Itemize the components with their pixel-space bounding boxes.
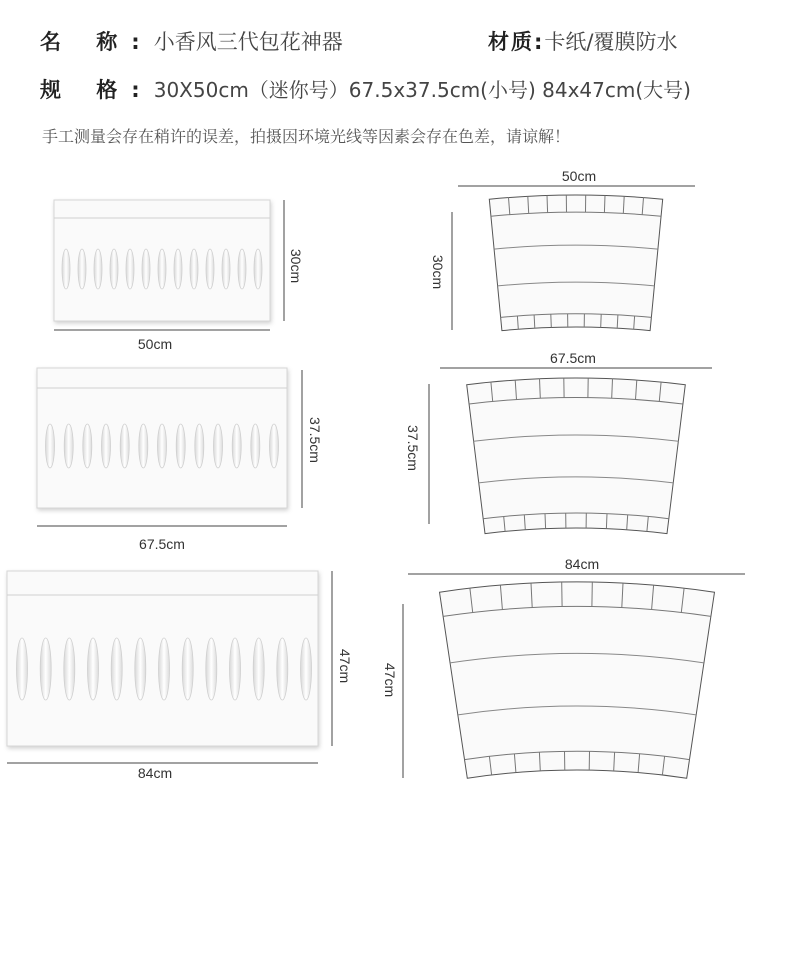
- mini-height-label: 30cm: [288, 248, 304, 284]
- flower-slot: [102, 424, 111, 468]
- fan-bottom-tab-divider: [606, 514, 607, 529]
- flower-slot: [270, 424, 279, 468]
- flower-slot: [190, 249, 198, 289]
- mini-width-label: 50cm: [137, 336, 173, 352]
- flower-slot: [158, 424, 167, 468]
- small-fan-width-label: 67.5cm: [550, 350, 596, 366]
- fan-bottom-tab-divider: [534, 315, 535, 328]
- flower-slot: [238, 249, 246, 289]
- spec-name-label: 名 称:: [40, 30, 154, 54]
- flower-slot: [139, 424, 148, 468]
- flower-slot: [120, 424, 129, 468]
- small-fan-height-label: 37.5cm: [405, 425, 421, 471]
- fan-bottom-tab-divider: [617, 315, 618, 328]
- mini-fan-shape: [430, 168, 695, 331]
- flower-slot: [182, 638, 193, 700]
- flower-slot: [174, 249, 182, 289]
- fan-bottom-tab-divider: [601, 314, 602, 327]
- flower-slot: [214, 424, 223, 468]
- flower-slot: [62, 249, 70, 289]
- flower-slot: [158, 249, 166, 289]
- small-height-label: 37.5cm: [307, 417, 323, 463]
- spec-size-label: 规 格:: [40, 78, 154, 102]
- spec-material-label: 材质:: [488, 30, 545, 54]
- large-fan-shape: [382, 556, 745, 778]
- flower-slot: [176, 424, 185, 468]
- flower-slot: [94, 249, 102, 289]
- flower-slot: [222, 249, 230, 289]
- flower-slot: [142, 249, 150, 289]
- measurement-notice: 手工测量会存在稍许的误差，拍摄因环境光线等因素会存在色差，请谅解！: [42, 127, 571, 146]
- fan-top-tab-divider: [604, 196, 605, 213]
- mini-flat-sheet: [54, 200, 304, 352]
- flower-slot: [78, 249, 86, 289]
- flower-slot: [40, 638, 51, 700]
- flower-slot: [17, 638, 28, 700]
- flower-slot: [195, 424, 204, 468]
- large-height-label: 47cm: [337, 648, 353, 684]
- flower-slot: [251, 424, 260, 468]
- large-fan-height-label: 47cm: [382, 662, 398, 698]
- flower-slot: [64, 638, 75, 700]
- flower-slot: [277, 638, 288, 700]
- small-width-label: 67.5cm: [139, 536, 185, 552]
- large-flat-sheet: [7, 571, 353, 781]
- flower-slot: [159, 638, 170, 700]
- mini-fan-height-label: 30cm: [430, 254, 446, 290]
- spec-size-value: 30X50cm（迷你号）67.5x37.5cm(小号) 84x47cm(大号): [153, 78, 691, 102]
- flower-slot: [206, 249, 214, 289]
- flower-slot: [126, 249, 134, 289]
- flower-slot: [230, 638, 241, 700]
- flower-slot: [88, 638, 99, 700]
- flower-slot: [83, 424, 92, 468]
- flower-slot: [110, 249, 118, 289]
- small-fan-shape: [405, 350, 712, 534]
- large-fan-width-label: 84cm: [564, 556, 600, 572]
- flower-slot: [253, 638, 264, 700]
- flower-slot: [135, 638, 146, 700]
- fan-bottom-tab-divider: [545, 514, 546, 529]
- fan-top-tab-divider: [547, 196, 548, 213]
- flower-slot: [301, 638, 312, 700]
- flower-slot: [254, 249, 262, 289]
- spec-material-value: 卡纸/覆膜防水: [544, 30, 678, 54]
- large-width-label: 84cm: [137, 765, 173, 781]
- spec-name-value: 小香风三代包花神器: [153, 30, 343, 54]
- flower-slot: [232, 424, 241, 468]
- small-flat-sheet: [37, 368, 323, 552]
- flower-slot: [46, 424, 55, 468]
- mini-fan-width-label: 50cm: [561, 168, 597, 184]
- flower-slot: [111, 638, 122, 700]
- flower-slot: [64, 424, 73, 468]
- fan-bottom-tab-divider: [551, 314, 552, 327]
- flower-slot: [206, 638, 217, 700]
